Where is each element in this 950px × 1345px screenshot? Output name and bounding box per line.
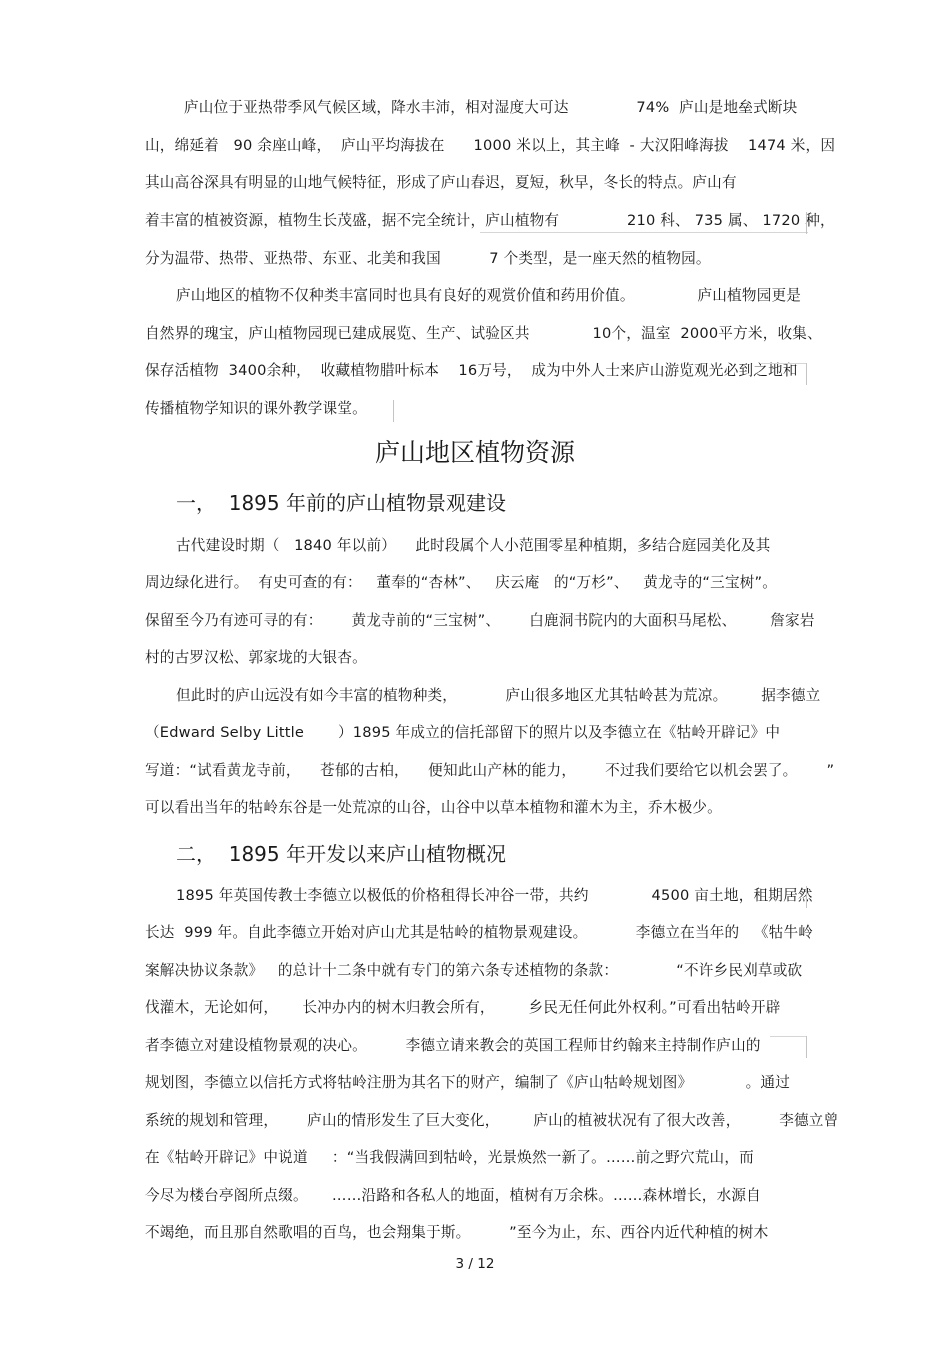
text-line: 可以看出当年的牯岭东谷是一处荒凉的山谷，山谷中以草本植物和灌木为主，乔木极少。 — [145, 799, 722, 816]
divider — [770, 1036, 806, 1037]
text-line: 写道：“试看黄龙寺前， 苍郁的古柏， 便知此山产林的能力， 不过我们要给它以机会罢了。 ” — [145, 762, 835, 779]
text-line: 案解决协议条款》 的总计十二条中就有专门的第六条专述植物的条款： “不许乡民刈草或砍 — [145, 962, 803, 979]
text-line: 庐山位于亚热带季风气候区域，降水丰沛，相对湿度大可达 74% 庐山是地垒式断块 — [184, 99, 798, 116]
text-line: 保存活植物 3400余种， 收藏植物腊叶标本 16万号， 成为中外人士来庐山游览观光必到之地和 — [145, 362, 798, 379]
page-title: 庐山地区植物资源 — [374, 438, 575, 467]
text-line: 但此时的庐山远没有如今丰富的植物种类， 庐山很多地区尤其牯岭甚为荒凉。 据李德立 — [176, 687, 821, 704]
divider — [393, 400, 394, 422]
divider — [806, 212, 807, 234]
text-line: 保留至今乃有迹可寻的有： 黄龙寺前的“三宝树”、 白鹿洞书院内的大面积马尾松、 詹家岩 — [145, 612, 815, 629]
text-line: （Edward Selby Little ）1895 年成立的信托部留下的照片以及李德立在《牯岭开辟记》中 — [145, 724, 781, 741]
divider — [480, 232, 808, 233]
section-heading: 二， 1895 年开发以来庐山植物概况 — [176, 842, 506, 866]
text-line: 自然界的瑰宝，庐山植物园现已建成展览、生产、试验区共 10个，温室 2000平方米，收集、 — [145, 325, 822, 342]
section-heading: 一， 1895 年前的庐山植物景观建设 — [176, 491, 506, 515]
text-line: 传播植物学知识的课外教学课堂。 — [145, 400, 367, 417]
divider — [760, 363, 806, 364]
text-line: 分为温带、热带、亚热带、东亚、北美和我国 7 个类型，是一座天然的植物园。 — [145, 250, 711, 267]
text-line: 在《牯岭开辟记》中说道 ：“当我假满回到牯岭，光景焕然一新了。……前之野穴荒山，而 — [145, 1149, 754, 1166]
text-line: 系统的规划和管理， 庐山的情形发生了巨大变化， 庐山的植被状况有了很大改善， 李德立曾 — [145, 1112, 839, 1129]
text-line: 周边绿化进行。 有史可查的有： 董奉的“杏林”、 庆云庵 的“万杉”、 黄龙寺的“三宝树”。 — [145, 574, 778, 591]
text-line: 其山高谷深具有明显的山地气候特征，形成了庐山春迟，夏短，秋早，冬长的特点。庐山有 — [145, 174, 737, 191]
text-line: 规划图，李德立以信托方式将牯岭注册为其名下的财产，编制了《庐山牯岭规划图》 。通过 — [145, 1074, 790, 1091]
text-line: 村的古罗汉松、郭家垅的大银杏。 — [145, 649, 367, 666]
text-line: 庐山地区的植物不仅种类丰富同时也具有良好的观赏价值和药用价值。 庐山植物园更是 — [176, 287, 802, 304]
divider — [806, 1036, 807, 1058]
divider — [806, 363, 807, 385]
text-line: 1895 年英国传教士李德立以极低的价格租得长冲谷一带，共约 4500 亩土地，租期居然 — [176, 887, 813, 904]
text-line: 伐灌木，无论如何， 长冲办内的树木归教会所有， 乡民无任何此外权利。”可看出牯岭开辟 — [145, 999, 781, 1016]
text-line: 长达 999 年。自此李德立开始对庐山尤其是牯岭的植物景观建设。 李德立在当年的 《牯牛岭 — [145, 924, 814, 941]
page-number: 3 / 12 — [455, 1256, 495, 1272]
divider — [806, 886, 807, 908]
text-line: 着丰富的植被资源，植物生长茂盛，据不完全统计，庐山植物有 210 科、 735 属、 1720 种， — [145, 212, 835, 229]
text-line: 古代建设时期（ 1840 年以前） 此时段属个人小范围零星种植期，多结合庭园美化及其 — [176, 537, 771, 554]
text-line: 者李德立对建设植物景观的决心。 李德立请来教会的英国工程师甘约翰来主持制作庐山的 — [145, 1037, 761, 1054]
text-line: 今尽为楼台亭阁所点缀。 ……沿路和各私人的地面，植树有万余株。……森林增长，水源自 — [145, 1187, 761, 1204]
text-line: 山，绵延着 90 余座山峰， 庐山平均海拔在 1000 米以上，其主峰 - 大汉阳峰海拔 1474 米，因 — [145, 137, 836, 154]
text-line: 不竭绝，而且那自然歌唱的百鸟，也会翔集于斯。 ”至今为止，东、西谷内近代种植的树木 — [145, 1224, 769, 1241]
